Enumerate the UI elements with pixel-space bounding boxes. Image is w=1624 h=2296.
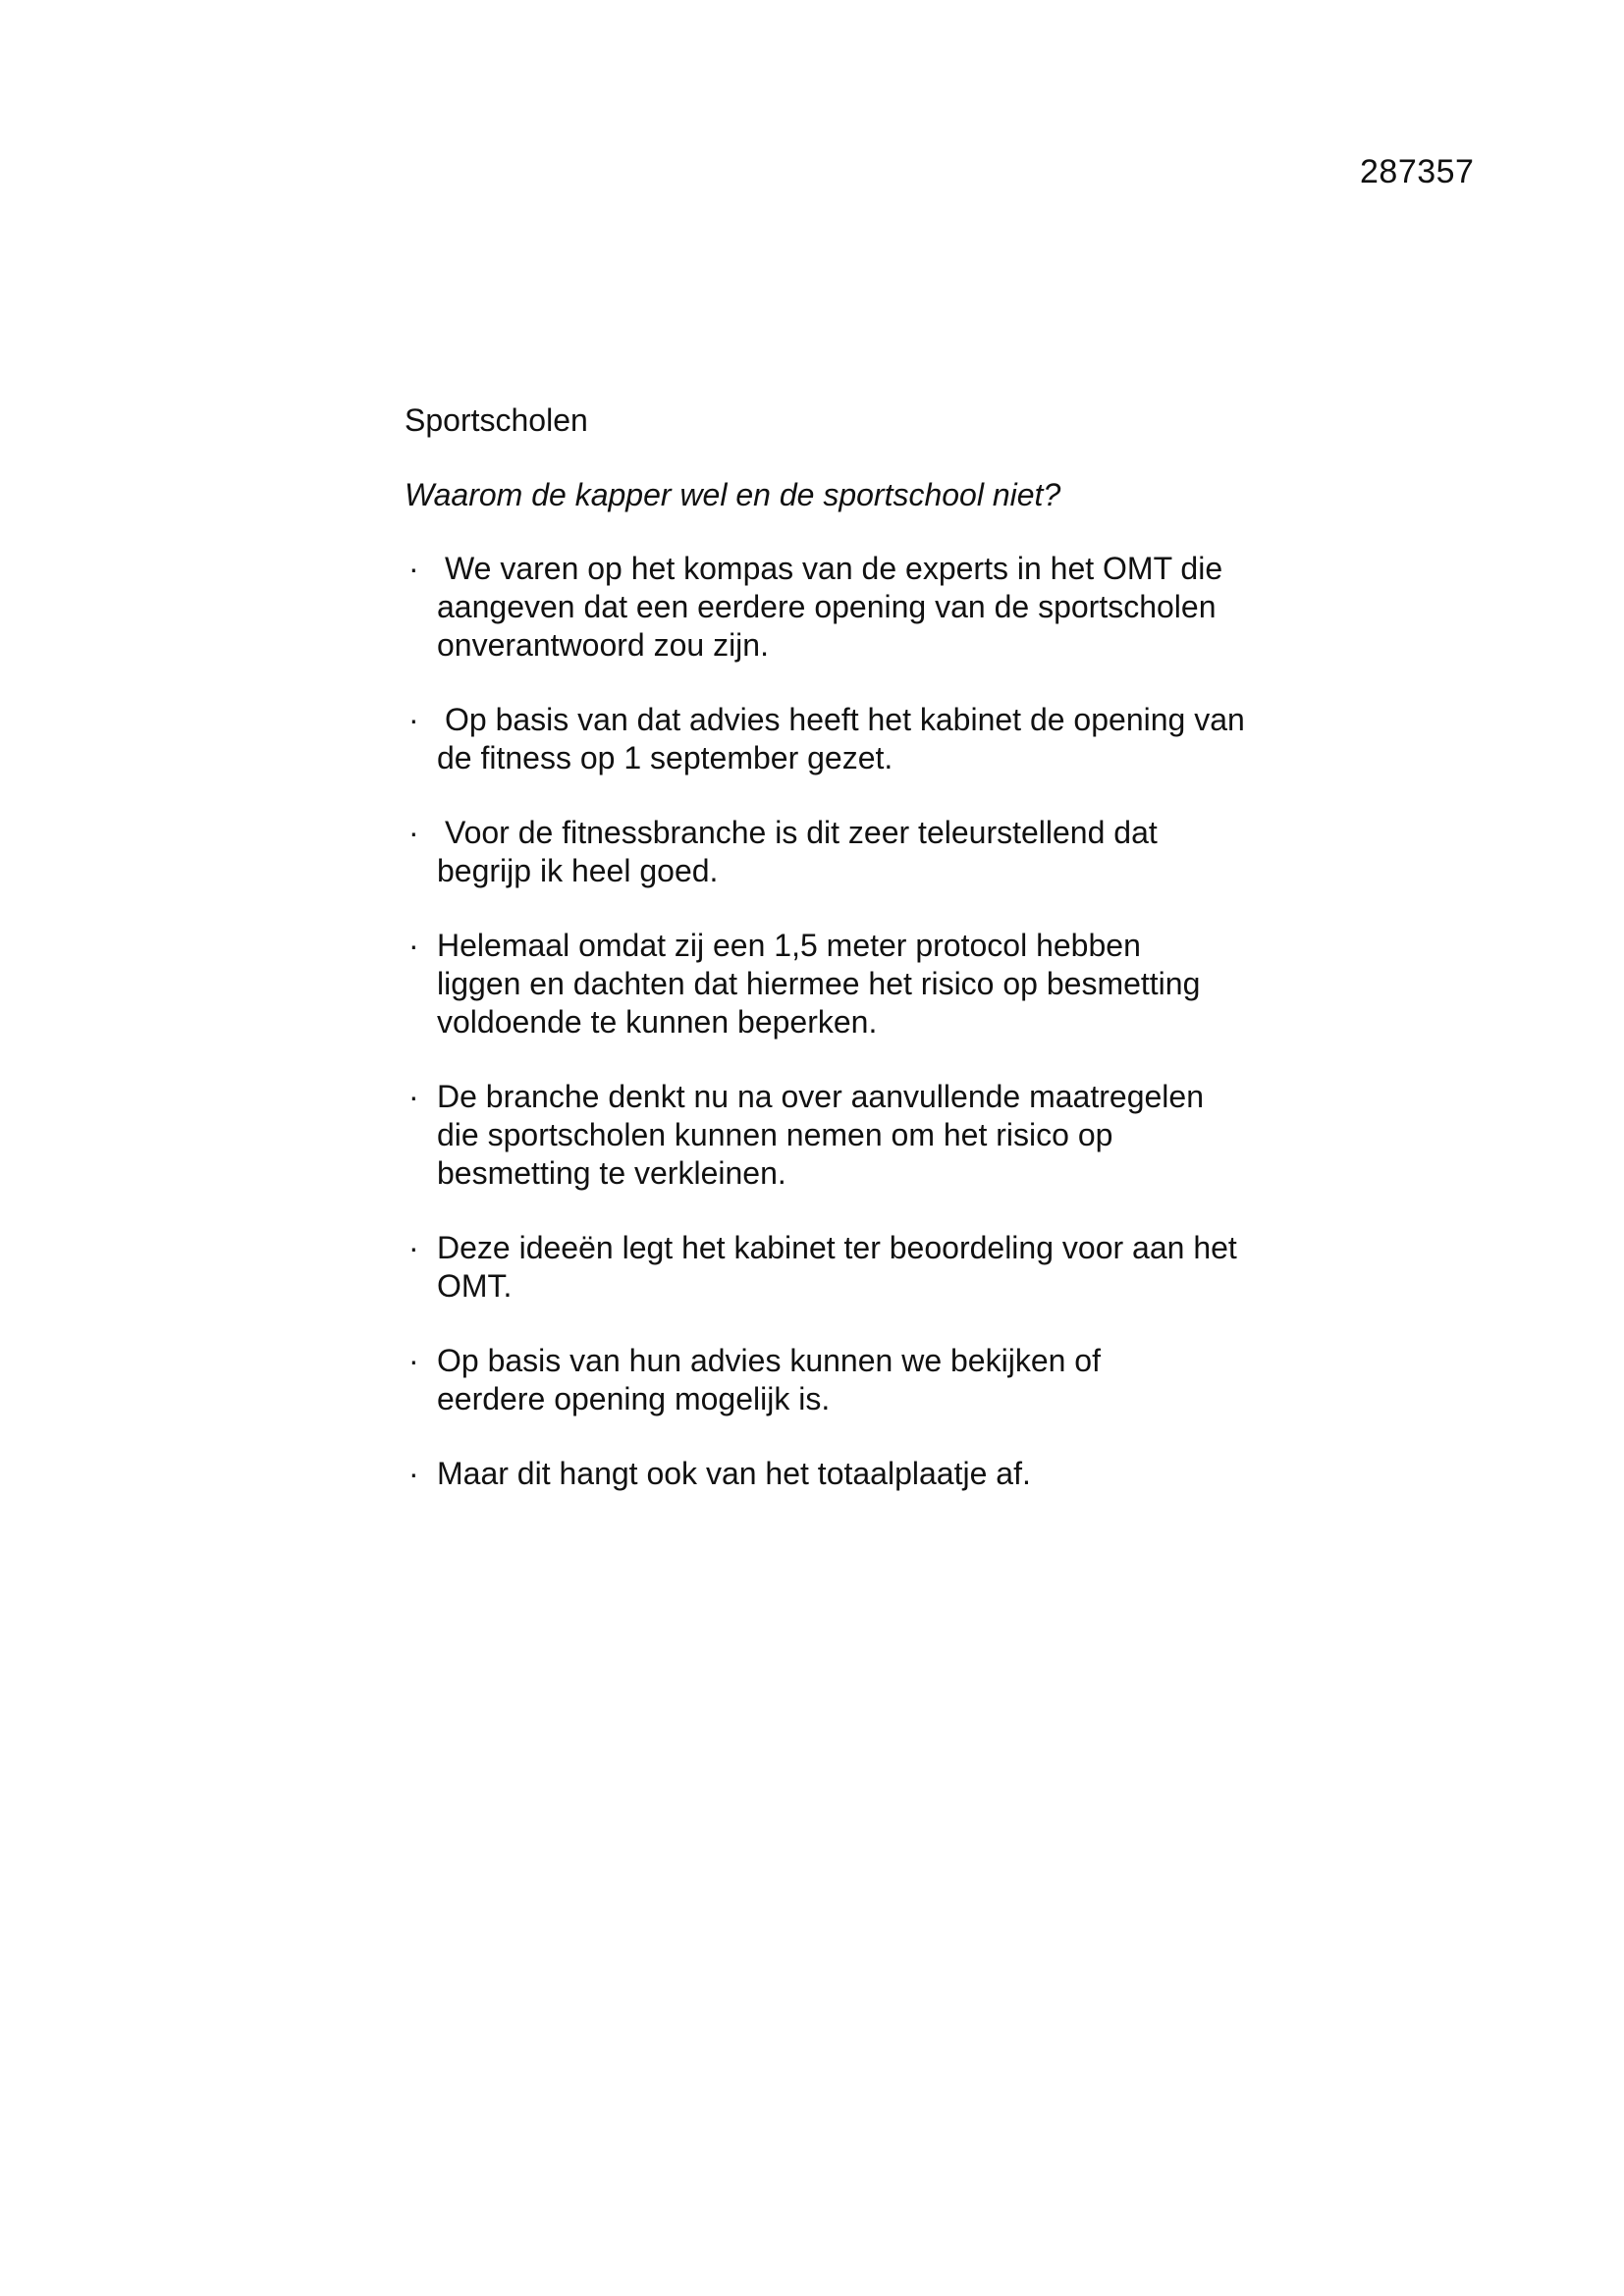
bullet-dot-icon: · — [408, 1343, 419, 1378]
bullet-text: We varen op het kompas van de experts in het OMT die aangeven dat een eerdere opening van de sportscholen onverantwoord zou zijn. — [437, 551, 1223, 663]
document-body — [405, 400, 1288, 1529]
bullet-list — [405, 550, 1288, 1493]
bullet-text: Voor de fitnessbranche is dit zeer teleurstellend dat begrijp ik heel goed. — [437, 815, 1158, 888]
list-item — [405, 1455, 1242, 1493]
subheading-question: Waarom de kapper wel en de sportschool niet? — [405, 477, 1061, 512]
page-title: Sportscholen — [405, 402, 588, 438]
list-item — [405, 814, 1242, 890]
document-number: 287357 — [1360, 153, 1475, 190]
list-item — [405, 927, 1222, 1041]
bullet-dot-icon: · — [408, 1456, 419, 1491]
bullet-dot-icon: · — [408, 928, 419, 963]
list-item — [405, 1229, 1252, 1306]
list-item — [405, 1342, 1203, 1418]
list-item — [405, 1078, 1242, 1193]
bullet-text: Helemaal omdat zij een 1,5 meter protocol hebben liggen en dachten dat hiermee het risico op besmetting voldoende te kunnen beperken. — [437, 928, 1201, 1040]
bullet-dot-icon: · — [408, 1230, 419, 1265]
bullet-dot-icon: · — [408, 1079, 419, 1114]
bullet-dot-icon: · — [408, 815, 419, 850]
list-item — [405, 701, 1252, 777]
bullet-dot-icon: · — [408, 551, 419, 586]
list-item — [405, 550, 1242, 665]
bullet-text: Deze ideeën legt het kabinet ter beoordeling voor aan het OMT. — [437, 1230, 1237, 1304]
bullet-text: De branche denkt nu na over aanvullende maatregelen die sportscholen kunnen nemen om het risico op besmetting te verkleinen. — [437, 1079, 1204, 1191]
bullet-dot-icon: · — [408, 702, 419, 737]
bullet-text: Op basis van dat advies heeft het kabinet de opening van de fitness op 1 september gezet. — [437, 702, 1245, 775]
bullet-text: Op basis van hun advies kunnen we bekijken of eerdere opening mogelijk is. — [437, 1343, 1101, 1416]
bullet-text: Maar dit hangt ook van het totaalplaatje af. — [437, 1456, 1031, 1491]
